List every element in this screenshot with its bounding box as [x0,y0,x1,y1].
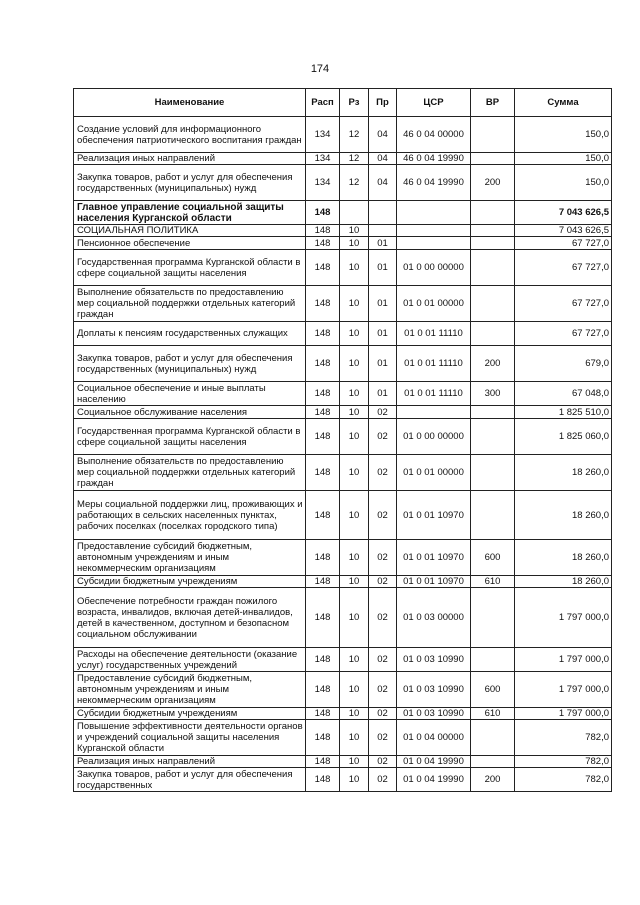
row-rasp: 134 [306,117,340,153]
table-row [74,708,612,720]
row-csr: 01 0 01 10970 [397,576,471,588]
row-pr: 02 [369,720,397,756]
row-vr: 600 [471,540,515,576]
table-row [74,540,612,576]
table-row [74,286,612,322]
row-csr: 46 0 04 19990 [397,153,471,165]
row-name: Субсидии бюджетным учреждениям [74,576,306,588]
row-name: Государственная программа Курганской области в сфере социальной защиты населения [74,250,306,286]
row-sum: 1 797 000,0 [515,672,612,708]
row-rasp: 148 [306,491,340,540]
row-sum: 1 797 000,0 [515,588,612,648]
row-pr [369,201,397,225]
row-rz: 12 [340,117,369,153]
row-sum: 679,0 [515,346,612,382]
row-name: Субсидии бюджетным учреждениям [74,708,306,720]
row-name: Закупка товаров, работ и услуг для обеспечения государственных (муниципальных) нужд [74,346,306,382]
row-name: Предоставление субсидий бюджетным, автономным учреждениям и иным некоммерческим организациям [74,540,306,576]
table-row [74,455,612,491]
row-sum: 1 797 000,0 [515,708,612,720]
row-name: Повышение эффективности деятельности органов и учреждений социальной защиты населения Курганской области [74,720,306,756]
page-number: 174 [310,63,330,75]
row-rasp: 148 [306,720,340,756]
row-vr: 610 [471,708,515,720]
row-rasp: 148 [306,576,340,588]
row-pr: 01 [369,250,397,286]
table-row [74,672,612,708]
row-rz: 12 [340,153,369,165]
table-row [74,153,612,165]
row-rz: 12 [340,165,369,201]
row-name: Социальное обслуживание населения [74,406,306,419]
column-header-name: Наименование [74,89,306,117]
row-vr [471,225,515,237]
row-csr: 01 0 04 00000 [397,720,471,756]
row-sum: 67 727,0 [515,286,612,322]
column-header-pr: Пр [369,89,397,117]
row-rasp: 148 [306,648,340,672]
row-name: Выполнение обязательств по предоставлению мер социальной поддержки отдельных категорий граждан [74,286,306,322]
row-sum: 782,0 [515,768,612,792]
row-pr: 04 [369,165,397,201]
row-rasp: 148 [306,768,340,792]
row-sum: 782,0 [515,720,612,756]
row-name: Главное управление социальной защиты населения Курганской области [74,201,306,225]
row-pr: 02 [369,576,397,588]
row-pr: 02 [369,455,397,491]
row-name: Социальное обеспечение и иные выплаты населению [74,382,306,406]
row-csr: 01 0 04 19990 [397,768,471,792]
row-pr: 02 [369,648,397,672]
row-rz: 10 [340,756,369,768]
row-sum: 67 727,0 [515,250,612,286]
row-vr [471,491,515,540]
row-csr: 01 0 01 11110 [397,322,471,346]
row-csr [397,225,471,237]
row-name: Обеспечение потребности граждан пожилого возраста, инвалидов, включая детей-инвалидов, детей в качественном, доступном и безопасном социальном обслуживании [74,588,306,648]
row-csr: 46 0 04 19990 [397,165,471,201]
row-rasp: 148 [306,346,340,382]
row-rz: 10 [340,406,369,419]
row-rasp: 148 [306,225,340,237]
row-rasp: 148 [306,382,340,406]
row-vr [471,455,515,491]
row-csr: 01 0 01 11110 [397,382,471,406]
row-name: Закупка товаров, работ и услуг для обеспечения государственных [74,768,306,792]
row-sum: 18 260,0 [515,540,612,576]
row-vr [471,201,515,225]
row-pr: 02 [369,491,397,540]
column-header-rasp: Расп [306,89,340,117]
row-csr: 01 0 01 10970 [397,491,471,540]
row-vr: 300 [471,382,515,406]
table-row [74,165,612,201]
row-sum: 1 797 000,0 [515,648,612,672]
row-name: Реализация иных направлений [74,756,306,768]
row-vr [471,237,515,250]
row-vr [471,117,515,153]
column-header-rz: Рз [340,89,369,117]
row-rasp: 148 [306,588,340,648]
row-name: Создание условий для информационного обеспечения патриотического воспитания граждан [74,117,306,153]
row-rasp: 148 [306,672,340,708]
row-sum: 18 260,0 [515,455,612,491]
row-rasp: 148 [306,286,340,322]
budget-table [73,88,612,792]
row-csr: 01 0 01 11110 [397,346,471,382]
table-row [74,237,612,250]
row-pr: 01 [369,286,397,322]
row-csr: 01 0 03 10990 [397,672,471,708]
row-rasp: 148 [306,322,340,346]
row-rz: 10 [340,588,369,648]
row-pr: 02 [369,708,397,720]
row-csr: 01 0 03 10990 [397,708,471,720]
row-rz: 10 [340,576,369,588]
column-header-vr: ВР [471,89,515,117]
row-csr: 01 0 01 00000 [397,455,471,491]
table-row [74,720,612,756]
row-vr [471,322,515,346]
row-rasp: 148 [306,756,340,768]
row-rz: 10 [340,382,369,406]
row-csr: 01 0 00 00000 [397,250,471,286]
row-csr: 46 0 04 00000 [397,117,471,153]
row-rz: 10 [340,419,369,455]
row-sum: 7 043 626,5 [515,225,612,237]
row-sum: 150,0 [515,153,612,165]
row-rz: 10 [340,250,369,286]
row-name: СОЦИАЛЬНАЯ ПОЛИТИКА [74,225,306,237]
row-rasp: 134 [306,153,340,165]
row-vr [471,419,515,455]
row-vr [471,286,515,322]
row-name: Выполнение обязательств по предоставлению мер социальной поддержки отдельных категорий граждан [74,455,306,491]
table-row [74,346,612,382]
table-row [74,117,612,153]
row-rz: 10 [340,672,369,708]
table-row [74,382,612,406]
row-vr: 200 [471,165,515,201]
row-vr [471,720,515,756]
row-rz: 10 [340,286,369,322]
row-sum: 1 825 060,0 [515,419,612,455]
row-sum: 782,0 [515,756,612,768]
row-name: Реализация иных направлений [74,153,306,165]
row-rz: 10 [340,237,369,250]
row-rasp: 148 [306,237,340,250]
row-sum: 67 727,0 [515,322,612,346]
row-vr: 200 [471,768,515,792]
row-rz: 10 [340,768,369,792]
row-rz: 10 [340,648,369,672]
row-rasp: 134 [306,165,340,201]
row-pr: 02 [369,768,397,792]
row-name: Закупка товаров, работ и услуг для обеспечения государственных (муниципальных) нужд [74,165,306,201]
column-header-csr: ЦСР [397,89,471,117]
row-pr: 02 [369,419,397,455]
row-sum: 7 043 626,5 [515,201,612,225]
row-sum: 18 260,0 [515,576,612,588]
row-csr [397,237,471,250]
row-pr: 01 [369,382,397,406]
table-row [74,588,612,648]
header-row [74,89,612,117]
table-row [74,322,612,346]
row-rz: 10 [340,225,369,237]
row-vr: 610 [471,576,515,588]
row-rz: 10 [340,322,369,346]
row-vr: 600 [471,672,515,708]
row-name: Меры социальной поддержки лиц, проживающих и работающих в сельских населенных пунктах, рабочих поселках (поселках городского типа) [74,491,306,540]
row-csr: 01 0 00 00000 [397,419,471,455]
table-row [74,648,612,672]
row-rz: 10 [340,455,369,491]
row-pr: 01 [369,346,397,382]
row-csr [397,406,471,419]
row-pr: 01 [369,322,397,346]
row-sum: 67 048,0 [515,382,612,406]
row-name: Пенсионное обеспечение [74,237,306,250]
row-rz [340,201,369,225]
row-csr: 01 0 03 00000 [397,588,471,648]
table-row [74,406,612,419]
row-vr [471,153,515,165]
table-row [74,225,612,237]
row-pr [369,225,397,237]
table-row [74,419,612,455]
row-vr [471,406,515,419]
row-name: Государственная программа Курганской области в сфере социальной защиты населения [74,419,306,455]
row-sum: 67 727,0 [515,237,612,250]
row-csr: 01 0 03 10990 [397,648,471,672]
row-vr [471,756,515,768]
table-row [74,576,612,588]
row-csr: 01 0 01 10970 [397,540,471,576]
row-name: Расходы на обеспечение деятельности (оказание услуг) государственных учреждений [74,648,306,672]
row-rz: 10 [340,491,369,540]
row-vr [471,648,515,672]
row-rz: 10 [340,720,369,756]
table-row [74,768,612,792]
table-body [74,117,612,792]
row-rasp: 148 [306,419,340,455]
column-header-sum: Сумма [515,89,612,117]
row-rz: 10 [340,346,369,382]
row-pr: 02 [369,672,397,708]
row-pr: 02 [369,588,397,648]
row-vr [471,588,515,648]
row-csr: 01 0 04 19990 [397,756,471,768]
row-sum: 150,0 [515,117,612,153]
row-pr: 02 [369,756,397,768]
row-rasp: 148 [306,250,340,286]
row-vr: 200 [471,346,515,382]
row-rasp: 148 [306,201,340,225]
row-pr: 02 [369,540,397,576]
table-row [74,250,612,286]
row-rasp: 148 [306,540,340,576]
row-rz: 10 [340,540,369,576]
table-row [74,201,612,225]
row-sum: 1 825 510,0 [515,406,612,419]
row-pr: 04 [369,117,397,153]
row-pr: 04 [369,153,397,165]
row-csr [397,201,471,225]
table-row [74,491,612,540]
row-rasp: 148 [306,708,340,720]
row-rasp: 148 [306,406,340,419]
table-row [74,756,612,768]
row-csr: 01 0 01 00000 [397,286,471,322]
row-name: Доплаты к пенсиям государственных служащих [74,322,306,346]
row-pr: 02 [369,406,397,419]
row-name: Предоставление субсидий бюджетным, автономным учреждениям и иным некоммерческим организациям [74,672,306,708]
row-vr [471,250,515,286]
row-rz: 10 [340,708,369,720]
row-pr: 01 [369,237,397,250]
row-rasp: 148 [306,455,340,491]
row-sum: 18 260,0 [515,491,612,540]
row-sum: 150,0 [515,165,612,201]
